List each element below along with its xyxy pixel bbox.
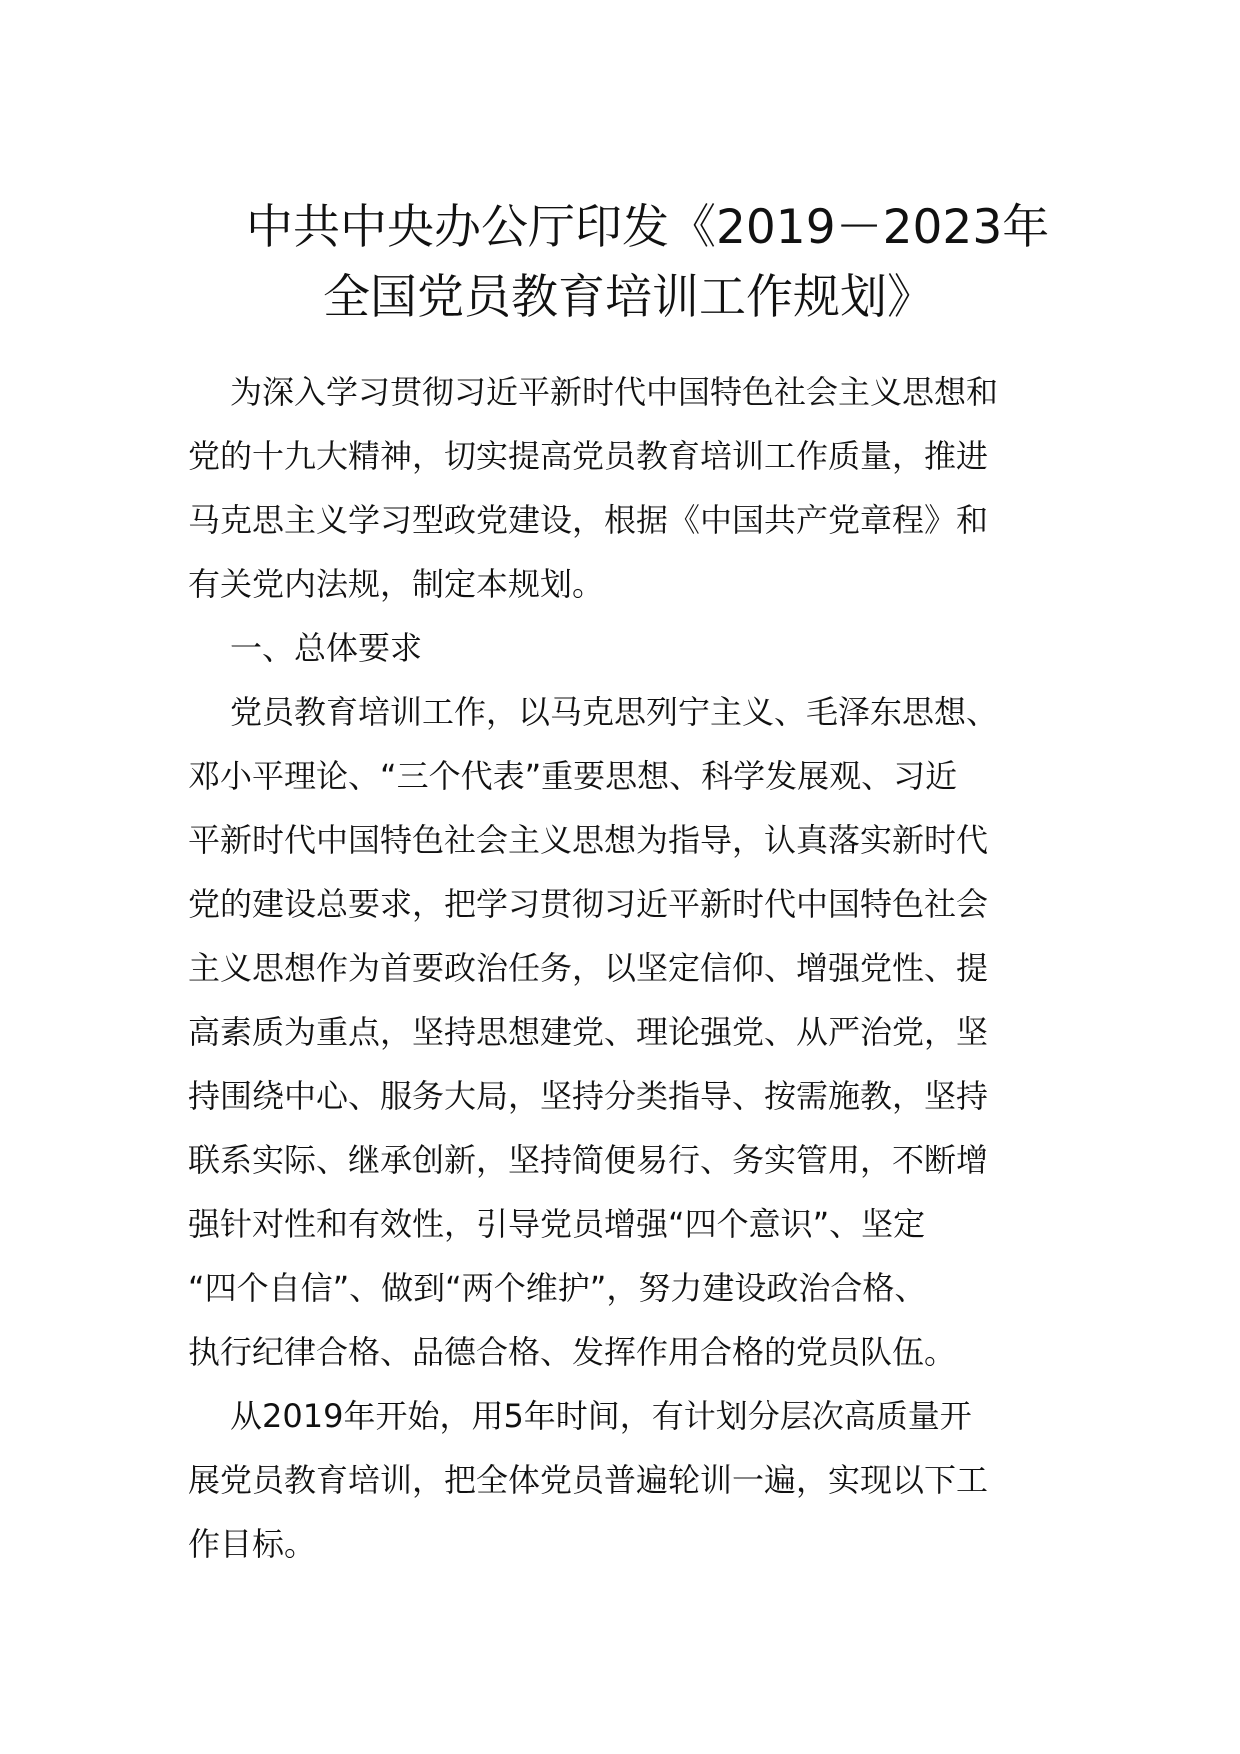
paragraph-line: 高素质为重点，坚持思想建党、理论强党、从严治党，坚 [188,1013,989,1051]
paragraph-line: 有关党内法规，制定本规划。 [188,565,605,603]
paragraph-line: 持围绕中心、服务大局，坚持分类指导、按需施教，坚持 [188,1077,989,1115]
paragraph-line: 党的建设总要求，把学习贯彻习近平新时代中国特色社会 [188,885,989,923]
paragraph-line: 从2019年开始，用5年时间，有计划分层次高质量开 [230,1397,972,1435]
paragraph-line: 马克思主义学习型政党建设，根据《中国共产党章程》和 [188,501,989,539]
paragraph-line: “四个自信”、做到“两个维护”，努力建设政治合格、 [188,1269,927,1307]
paragraph-line: 平新时代中国特色社会主义思想为指导，认真落实新时代 [188,821,989,859]
paragraph-line: 主义思想作为首要政治任务，以坚定信仰、增强党性、提 [188,949,989,987]
paragraph-line: 为深入学习贯彻习近平新时代中国特色社会主义思想和 [230,373,999,411]
section-heading: 一、总体要求 [230,629,423,667]
document-title-line-2: 全国党员教育培训工作规划》 [323,270,934,325]
paragraph-line: 执行纪律合格、品德合格、发挥作用合格的党员队伍。 [188,1333,957,1371]
paragraph-line: 联系实际、继承创新，坚持简便易行、务实管用，不断增 [188,1141,989,1179]
paragraph-line: 强针对性和有效性，引导党员增强“四个意识”、坚定 [188,1205,926,1243]
paragraph-line: 党员教育培训工作，以马克思列宁主义、毛泽东思想、 [230,693,999,731]
document-title-line-1: 中共中央办公厅印发《2019－2023年 [246,200,1050,255]
paragraph-line: 邓小平理论、“三个代表”重要思想、科学发展观、习近 [188,757,958,795]
paragraph-line: 作目标。 [188,1525,317,1563]
paragraph-line: 展党员教育培训，把全体党员普遍轮训一遍，实现以下工 [188,1461,989,1499]
paragraph-line: 党的十九大精神，切实提高党员教育培训工作质量，推进 [188,437,989,475]
